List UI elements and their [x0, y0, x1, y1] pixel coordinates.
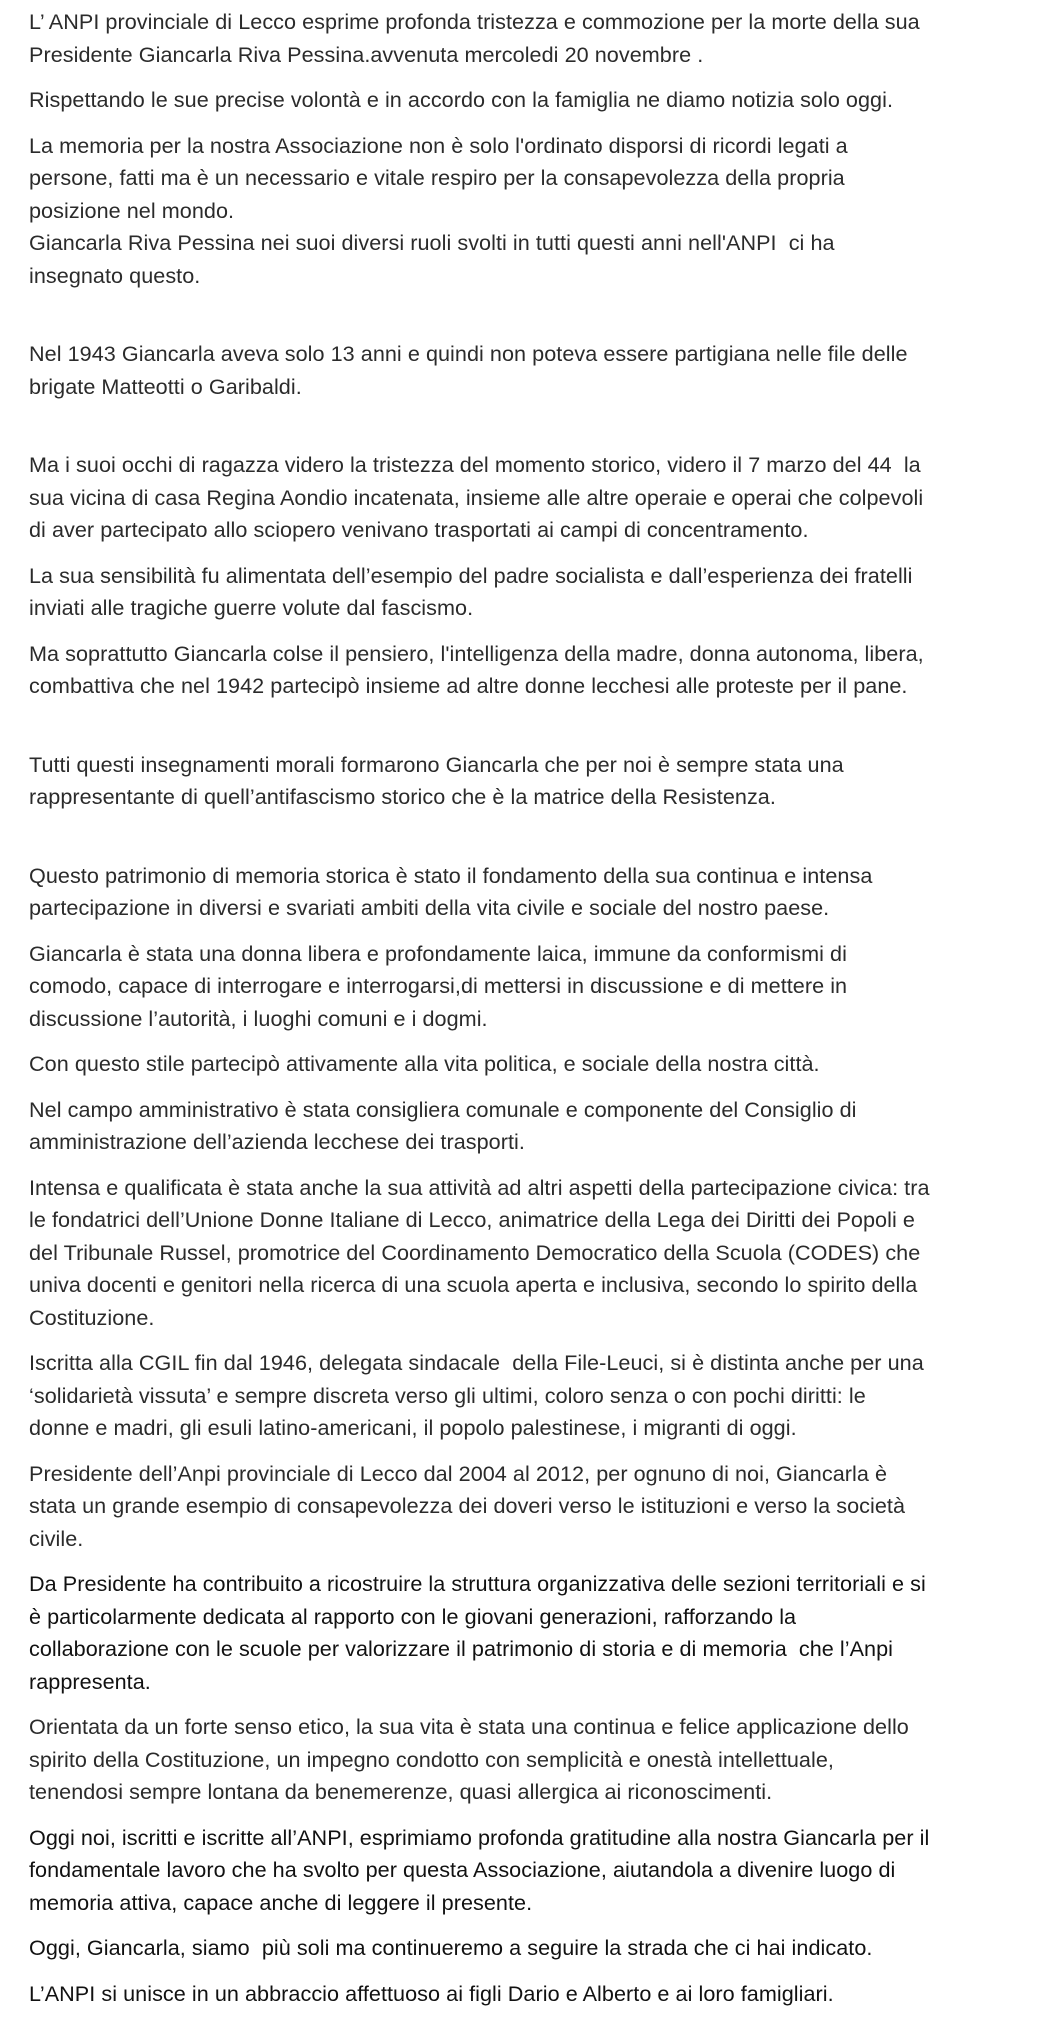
- paragraph-death-announcement: L’ ANPI provinciale di Lecco esprime profonda tristezza e commozione per la morte della sua Presidente Giancarla Riva Pessina.avvenuta mercoledi 20 novembre .: [29, 9, 920, 67]
- paragraph-political-life: Con questo stile partecipò attivamente alla vita politica, e sociale della nostra città.: [29, 1051, 820, 1076]
- paragraph-free-woman: Giancarla è stata una donna libera e profondamente laica, immune da conformismi di comodo, capace di interrogare e interrogarsi,di mettersi in discussione e di mettere in discussione l’autorità, i luoghi comuni e i dogmi.: [29, 940, 848, 1031]
- paragraph-administration: Nel campo amministrativo è stata consigliera comunale e componente del Consiglio di amministrazione dell’azienda lecchese dei trasporti.: [29, 1096, 857, 1154]
- paragraph-civic-activity: Intensa e qualificata è stata anche la sua attività ad altri aspetti della partecipazione civica: tra le fondatrici dell’Unione Donne Italiane di Lecco, animatrice della Lega dei Diritti dei Popoli e del Tribunale Russel, promotrice del Coordinamento Democratico della Scuola (CODES) che univa docenti e genitori nella ricerca di una scuola aperta e inclusiva, secondo lo spirito della Costituzione.: [29, 1174, 930, 1330]
- paragraph-mother: Ma soprattutto Giancarla colse il pensiero, l'intelligenza della madre, donna autonoma, libera, combattiva che nel 1942 partecipò insieme ad altre donne lecchesi alle proteste per il pane.: [29, 640, 924, 698]
- paragraph-farewell: Oggi, Giancarla, siamo più soli ma continueremo a seguire la strada che ci hai indicato.: [29, 1935, 873, 1960]
- paragraph-ethics: Orientata da un forte senso etico, la sua vita è stata una continua e felice applicazione dello spirito della Costituzione, un impegno condotto con semplicità e onestà intellettuale, tenendosi sempre lontana da benemerenze, quasi allergica ai riconoscimenti.: [29, 1714, 909, 1804]
- paragraph-memory: La memoria per la nostra Associazione non è solo l'ordinato disporsi di ricordi legati a persone, fatti ma è un necessario e vitale respiro per la consapevolezza della propria posizione nel mondo. Giancarla Riva Pessina nei suoi diversi ruoli svolti in tutti questi anni nell'ANPI ci ha insegnato questo.: [29, 132, 848, 288]
- announcement-document: [29, 6, 1029, 2023]
- paragraph-teachings: Tutti questi insegnamenti morali formarono Giancarla che per noi è sempre stata una rappresentante di quell’antifascismo storico che è la matrice della Resistenza.: [29, 751, 844, 809]
- paragraph-organization: Da Presidente ha contribuito a ricostruire la struttura organizzativa delle sezioni territoriali e si è particolarmente dedicata al rapporto con le giovani generazioni, rafforzando la collaborazione con le scuole per valorizzare il patrimonio di storia e di memoria che l’Anpi rappresenta.: [29, 1571, 926, 1694]
- paragraph-father: La sua sensibilità fu alimentata dell’esempio del padre socialista e dall’esperienza dei fratelli inviati alle tragiche guerre volute dal fascismo.: [29, 562, 913, 620]
- paragraph-heritage: Questo patrimonio di memoria storica è stato il fondamento della sua continua e intensa partecipazione in diversi e svariati ambiti della vita civile e sociale del nostro paese.: [29, 862, 873, 920]
- paragraph-cgil: Iscritta alla CGIL fin dal 1946, delegata sindacale della File-Leuci, si è distinta anche per una ‘solidarietà vissuta’ e sempre discreta verso gli ultimi, coloro senza o con pochi diritti: le donne e madri, gli esuli latino-americani, il popolo palestinese, i migranti di oggi.: [29, 1350, 924, 1440]
- paragraph-family-wishes: Rispettando le sue precise volontà e in accordo con la famiglia ne diamo notizia solo oggi.: [29, 87, 894, 112]
- paragraph-1943: Nel 1943 Giancarla aveva solo 13 anni e quindi non poteva essere partigiana nelle file delle brigate Matteotti o Garibaldi.: [29, 341, 908, 399]
- paragraph-president: Presidente dell’Anpi provinciale di Lecco dal 2004 al 2012, per ognuno di noi, Giancarla è stata un grande esempio di consapevolezza dei doveri verso le istituzioni e verso la società civile.: [29, 1460, 906, 1551]
- paragraph-condolences: L’ANPI si unisce in un abbraccio affettuoso ai figli Dario e Alberto e ai loro famigliari.: [29, 1980, 834, 2006]
- paragraph-march-44: Ma i suoi occhi di ragazza videro la tristezza del momento storico, videro il 7 marzo del 44 la sua vicina di casa Regina Aondio incatenata, insieme alle altre operaie e operai che colpevoli di aver partecipato allo sciopero venivano trasportati ai campi di concentramento.: [29, 452, 924, 542]
- paragraph-gratitude: Oggi noi, iscritti e iscritte all’ANPI, esprimiamo profonda gratitudine alla nostra Giancarla per il fondamentale lavoro che ha svolto per questa Associazione, aiutandola a divenire luogo di memoria attiva, capace anche di leggere il presente.: [29, 1824, 930, 1915]
